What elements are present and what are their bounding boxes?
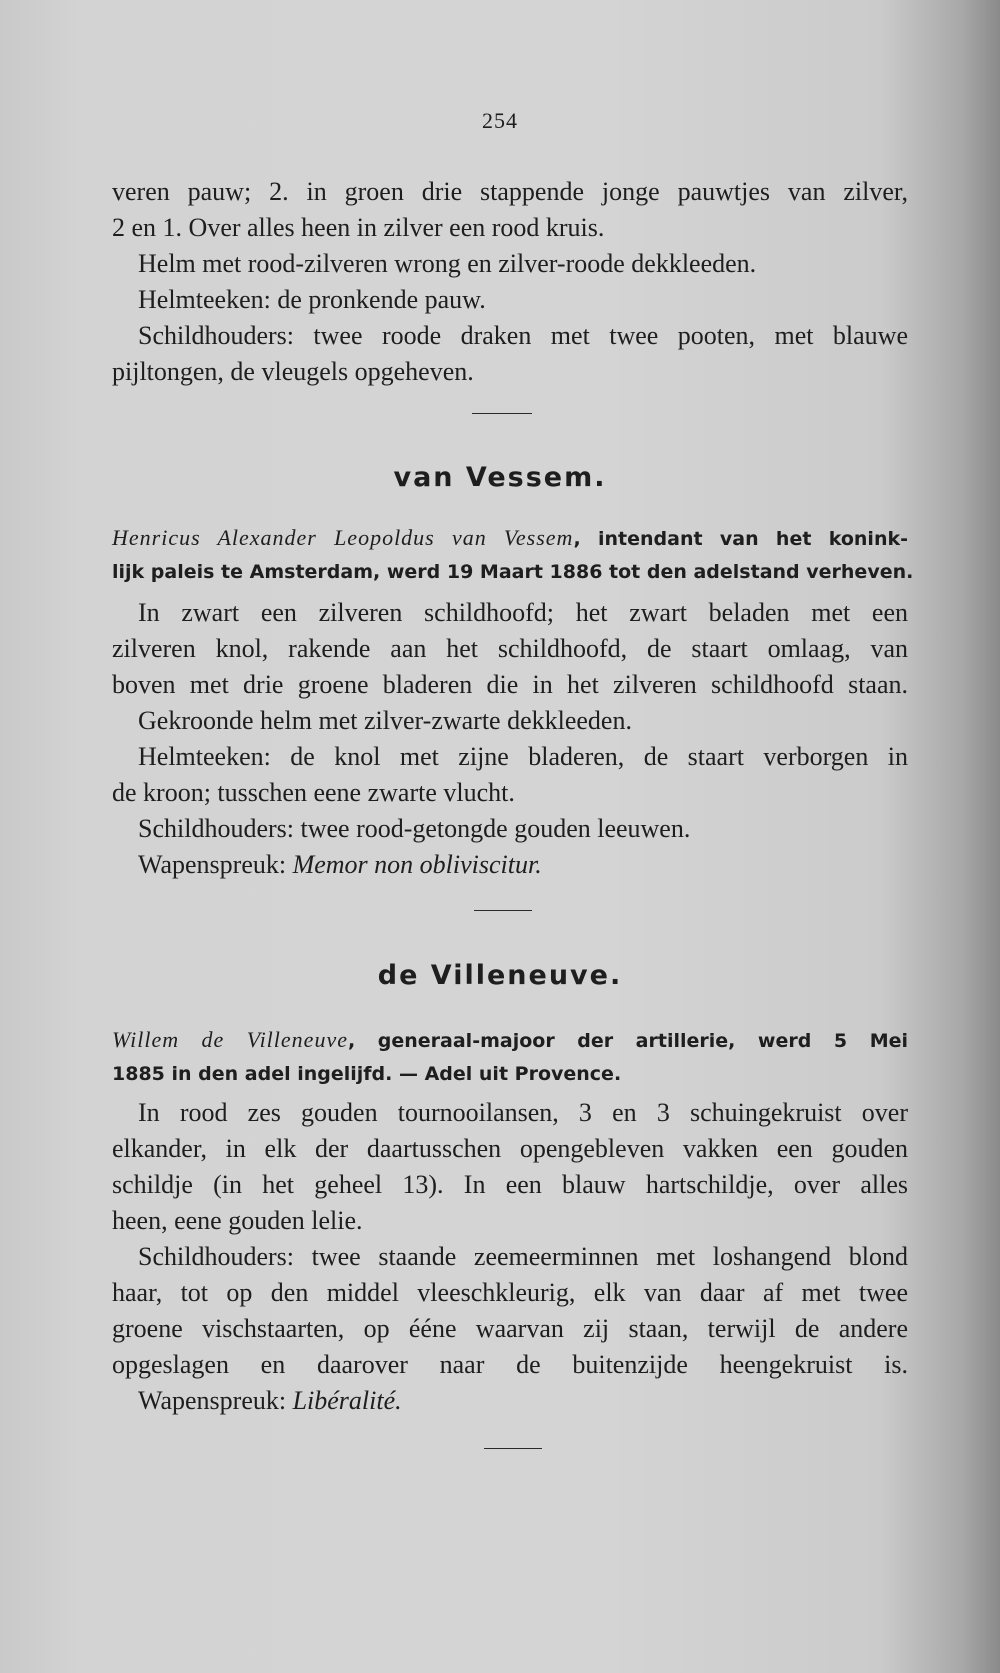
intro-line (112, 1022, 908, 1057)
motto: Memor non obliviscitur. (292, 850, 542, 879)
intro-line (112, 520, 908, 555)
text-line: Schildhouders: twee roode draken met twee pooten, met blauwe (138, 321, 908, 350)
text-line: de kroon; tusschen eene zwarte vlucht. (112, 778, 515, 807)
villeneuve-intro (112, 1022, 908, 1092)
section-divider (484, 1448, 542, 1449)
text-line: Helmteeken: de pronkende pauw. (138, 285, 486, 314)
intro-line: lijk paleis te Amsterdam, werd 19 Maart 1886 tot den adelstand verheven. (112, 561, 914, 583)
intro-line: 1885 in den adel ingelijfd. — Adel uit Provence. (112, 1063, 622, 1085)
section-divider (472, 413, 532, 414)
text-line: Gekroonde helm met zilver-zwarte dekkleeden. (138, 706, 632, 735)
intro-text: , intendant van het konink- (573, 528, 908, 550)
intro-text: , generaal-majoor der artillerie, werd 5 Mei (347, 1030, 908, 1052)
person-name: Willem de Villeneuve (112, 1027, 348, 1052)
section-heading-villeneuve: de Villeneuve. (377, 960, 623, 991)
person-name: Henricus Alexander Leopoldus van Vessem (112, 525, 574, 550)
text-line: Schildhouders: twee staande zeemeerminnen met loshangend blond (138, 1242, 908, 1271)
motto: Libéralité. (292, 1386, 402, 1415)
vessem-body (112, 595, 908, 883)
text-line: boven met drie groene bladeren die in het zilveren schildhoofd staan. (112, 670, 908, 699)
section-divider (474, 910, 532, 911)
motto-line (112, 1383, 908, 1419)
text-line: heen, eene gouden lelie. (112, 1206, 363, 1235)
vessem-intro (112, 520, 914, 590)
text-line: groene vischstaarten, op ééne waarvan zij staan, terwijl de andere (112, 1314, 908, 1343)
text-line: Helmteeken: de knol met zijne bladeren, de staart verborgen in (138, 742, 908, 771)
text-line: Schildhouders: twee rood-getongde gouden leeuwen. (138, 814, 691, 843)
text-line: zilveren knol, rakende aan het schildhoofd, de staart omlaag, van (112, 634, 908, 663)
text-line: haar, tot op den middel vleeschkleurig, elk van daar af met twee (112, 1278, 908, 1307)
text-line: elkander, in elk der daartusschen opengebleven vakken een gouden (112, 1134, 908, 1163)
section-heading-vessem: van Vessem. (393, 462, 607, 493)
text-line: pijltongen, de vleugels opgeheven. (112, 357, 474, 386)
text-line: Helm met rood-zilveren wrong en zilver-roode dekkleeden. (138, 249, 757, 278)
text-line: In zwart een zilveren schildhoofd; het zwart beladen met een (138, 598, 908, 627)
previous-entry-continuation (112, 174, 908, 390)
text-line: opgeslagen en daarover naar de buitenzijde heengekruist is. (112, 1350, 908, 1379)
text-line: schildje (in het geheel 13). In een blauw hartschildje, over alles (112, 1170, 908, 1199)
text-line: 2 en 1. Over alles heen in zilver een rood kruis. (112, 213, 605, 242)
text-line: veren pauw; 2. in groen drie stappende jonge pauwtjes van zilver, (112, 177, 908, 206)
villeneuve-body (112, 1095, 908, 1419)
motto-label: Wapenspreuk: (138, 850, 293, 879)
motto-label: Wapenspreuk: (138, 1386, 293, 1415)
page-number: 254 (482, 108, 518, 133)
motto-line (112, 847, 908, 883)
text-line: In rood zes gouden tournooilansen, 3 en 3 schuingekruist over (138, 1098, 908, 1127)
